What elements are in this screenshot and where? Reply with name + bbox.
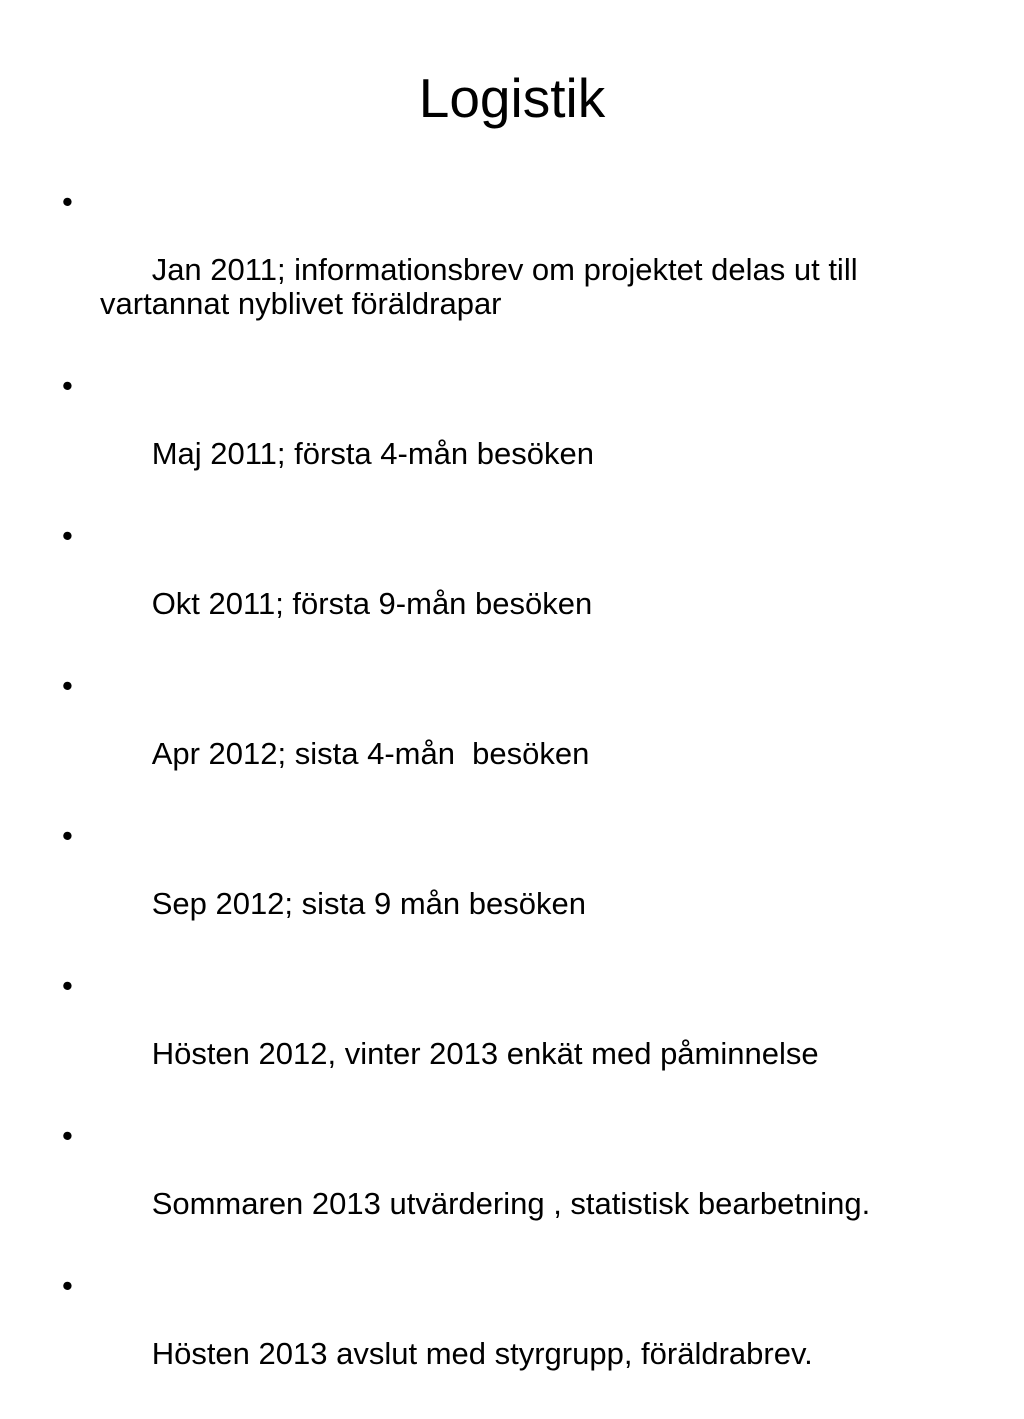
bullet-icon: • bbox=[62, 668, 73, 703]
bullet-item bbox=[60, 1119, 980, 1255]
bullet-icon: • bbox=[62, 818, 73, 853]
slide-title: Logistik bbox=[418, 67, 606, 129]
bullet-text: Hösten 2012, vinter 2013 enkät med påminnelse bbox=[151, 1036, 819, 1071]
bullet-item bbox=[60, 969, 980, 1105]
bullet-text: Maj 2011; första 4-mån besöken bbox=[151, 436, 594, 471]
bullet-item bbox=[60, 519, 980, 655]
bullet-icon: • bbox=[62, 968, 73, 1003]
bullet-item bbox=[60, 369, 980, 505]
bullet-item bbox=[60, 1269, 980, 1405]
bullet-text: Okt 2011; första 9-mån besöken bbox=[151, 586, 593, 621]
bullet-item bbox=[60, 669, 980, 805]
bullet-text: Sommaren 2013 utvärdering , statistisk bearbetning. bbox=[151, 1186, 871, 1221]
bullet-item bbox=[60, 185, 980, 355]
bullet-icon: • bbox=[62, 1118, 73, 1153]
bullet-icon: • bbox=[62, 1268, 73, 1303]
bullet-text: Apr 2012; sista 4-mån besöken bbox=[151, 736, 590, 771]
bullet-item bbox=[60, 819, 980, 955]
bullet-icon: • bbox=[62, 184, 73, 219]
bullet-icon: • bbox=[62, 518, 73, 553]
bullet-text: Sep 2012; sista 9 mån besöken bbox=[151, 886, 586, 921]
bullet-text: Jan 2011; informationsbrev om projektet delas ut till vartannat nyblivet föräldrapar bbox=[100, 252, 867, 321]
bullet-list bbox=[60, 185, 980, 1419]
bullet-icon: • bbox=[62, 368, 73, 403]
bullet-text: Hösten 2013 avslut med styrgrupp, föräldrabrev. bbox=[151, 1336, 813, 1371]
